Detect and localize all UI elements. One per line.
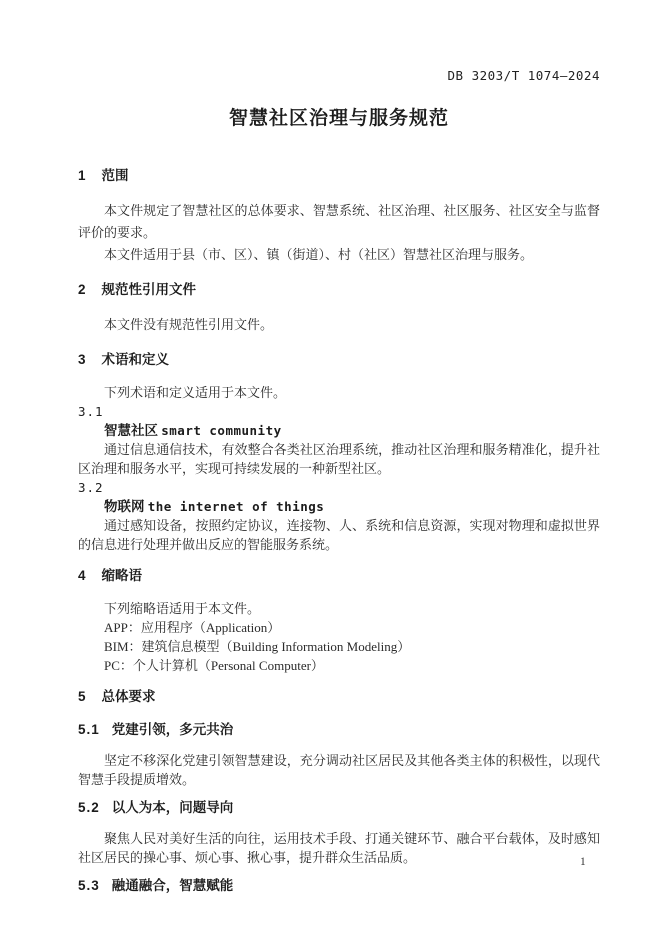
- clause-4: [78, 566, 600, 675]
- subclause-5-3-heading: [78, 876, 600, 896]
- abbreviation-item: BIM：建筑信息模型（Building Information Modeling）: [104, 639, 411, 654]
- subclause-5-2-number: 5.2: [78, 800, 100, 815]
- clause-1-paragraph: 本文件适用于县（市、区）、镇（街道）、村（社区）智慧社区治理与服务。: [104, 247, 534, 262]
- term-number: 3.1: [78, 404, 104, 419]
- clause-2-title: 规范性引用文件: [101, 282, 197, 297]
- term-entry: [78, 478, 600, 554]
- term-chinese: 物联网: [104, 499, 145, 514]
- clause-3: [78, 350, 600, 554]
- clause-3-intro: 下列术语和定义适用于本文件。: [104, 385, 287, 400]
- clause-2-heading: [78, 280, 600, 300]
- abbreviation-item: APP：应用程序（Application）: [104, 620, 281, 635]
- clause-2-number: 2: [78, 282, 87, 297]
- subclause-5-2-heading: [78, 798, 600, 818]
- doc-number: DB 3203/T 1074—2024: [447, 68, 600, 83]
- clause-1-heading: [78, 166, 600, 186]
- abbreviation-item: PC：个人计算机（Personal Computer）: [104, 658, 324, 673]
- clause-3-heading: [78, 350, 600, 370]
- term-line: [78, 421, 600, 440]
- clause-1-title: 范围: [101, 168, 129, 183]
- subclause-5-1: [78, 720, 600, 789]
- term-entry: [78, 402, 600, 478]
- clause-2-paragraph: 本文件没有规范性引用文件。: [104, 317, 274, 332]
- clause-4-heading: [78, 566, 600, 586]
- subclause-5-2-paragraph: 聚焦人民对美好生活的向往，运用技术手段、打通关键环节、融合平台载体，及时感知社区居民的操心事、烦心事、揪心事，提升群众生活品质。: [78, 831, 600, 865]
- page-number: 1: [580, 856, 586, 868]
- subclause-5-3-number: 5.3: [78, 878, 100, 893]
- subclause-5-2: [78, 798, 600, 867]
- term-definition: 通过信息通信技术，有效整合各类社区治理系统，推动社区治理和服务精准化，提升社区治理和服务水平，实现可持续发展的一种新型社区。: [78, 442, 600, 476]
- clause-4-intro: 下列缩略语适用于本文件。: [104, 601, 261, 616]
- subclause-5-1-title: 党建引领，多元共治: [111, 722, 234, 737]
- term-english: the internet of things: [147, 499, 325, 514]
- clause-5: [78, 687, 600, 896]
- subclause-5-1-number: 5.1: [78, 722, 100, 737]
- subclause-5-1-heading: [78, 720, 600, 740]
- clause-2: [78, 280, 600, 336]
- clause-4-number: 4: [78, 568, 87, 583]
- clause-5-number: 5: [78, 689, 87, 704]
- document-title: 智慧社区治理与服务规范: [228, 108, 449, 129]
- subclause-5-3-title: 融通融合，智慧赋能: [111, 878, 234, 893]
- subclause-5-3: [78, 876, 600, 896]
- term-english: smart community: [161, 423, 282, 438]
- term-line: [78, 497, 600, 516]
- term-chinese: 智慧社区: [104, 423, 158, 438]
- term-definition: 通过感知设备，按照约定协议，连接物、人、系统和信息资源，实现对物理和虚拟世界的信息进行处理并做出反应的智能服务系统。: [78, 518, 600, 552]
- term-number: 3.2: [78, 480, 104, 495]
- clause-1: [78, 166, 600, 266]
- clause-5-title: 总体要求: [101, 689, 156, 704]
- clause-1-number: 1: [78, 168, 87, 183]
- clause-3-number: 3: [78, 352, 87, 367]
- clause-1-paragraph: 本文件规定了智慧社区的总体要求、智慧系统、社区治理、社区服务、社区安全与监督评价的要求。: [78, 203, 600, 240]
- clause-4-title: 缩略语: [101, 568, 143, 583]
- subclause-5-1-paragraph: 坚定不移深化党建引领智慧建设，充分调动社区居民及其他各类主体的积极性，以现代智慧手段提质增效。: [78, 753, 600, 787]
- clause-5-heading: [78, 687, 600, 707]
- clause-3-title: 术语和定义: [101, 352, 170, 367]
- subclause-5-2-title: 以人为本，问题导向: [111, 800, 234, 815]
